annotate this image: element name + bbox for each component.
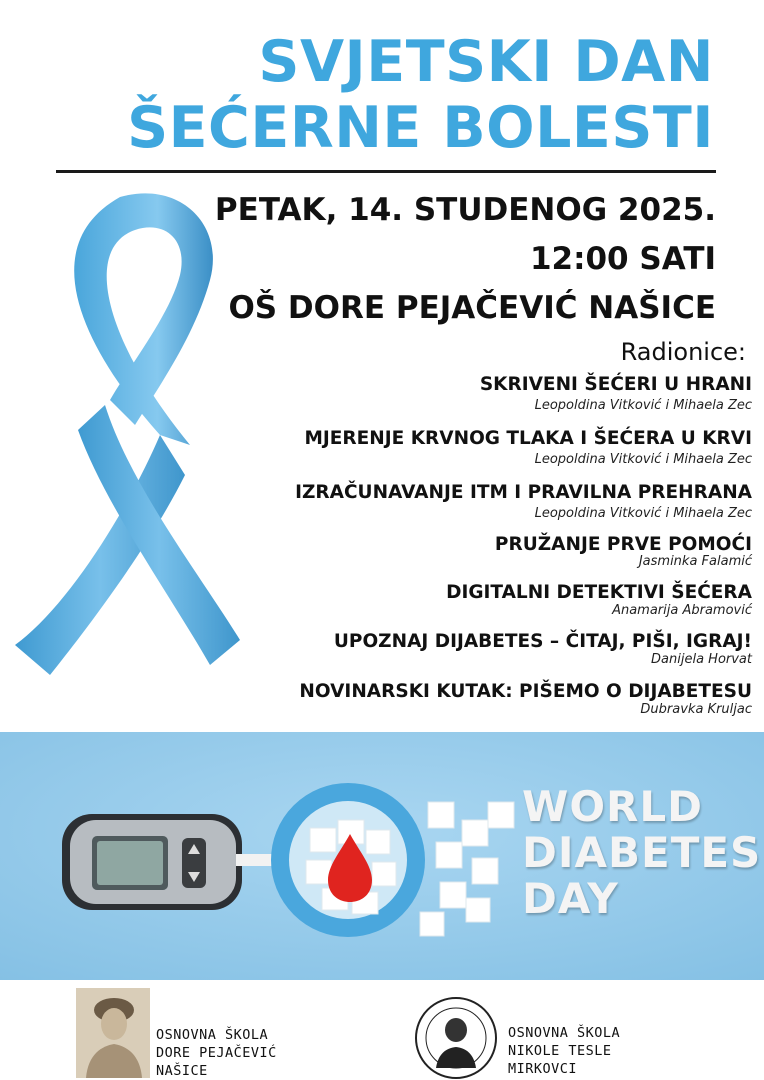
workshop-leaders: Leopoldina Vitković i Mihaela Zec [534, 452, 752, 467]
workshop-leaders: Danijela Horvat [651, 652, 752, 667]
workshops-heading: Radionice: [620, 338, 746, 366]
workshop-title: MJERENJE KRVNOG TLAKA I ŠEĆERA U KRVI [304, 428, 752, 449]
portrait-image [76, 988, 150, 1078]
title-divider [56, 170, 716, 173]
world-diabetes-day-photo [0, 732, 764, 980]
workshop-title: SKRIVENI ŠEĆERI U HRANI [479, 374, 752, 395]
workshop-leaders: Leopoldina Vitković i Mihaela Zec [534, 398, 752, 413]
workshop-title: IZRAČUNAVANJE ITM I PRAVILNA PREHRANA [295, 482, 752, 503]
workshop-leaders: Dubravka Kruljac [640, 702, 752, 717]
workshop-title: NOVINARSKI KUTAK: PIŠEMO O DIJABETESU [299, 681, 752, 702]
workshop-title: PRUŽANJE PRVE POMOĆI [494, 534, 752, 555]
event-date: PETAK, 14. STUDENOG 2025. [214, 192, 716, 228]
awareness-ribbon-icon [10, 185, 250, 680]
workshop-title: DIGITALNI DETEKTIVI ŠEĆERA [446, 582, 752, 603]
school2-name: OSNOVNA ŠKOLA NIKOLE TESLE MIRKOVCI [508, 1025, 621, 1077]
school1-name: OSNOVNA ŠKOLA DORE PEJAČEVIĆ NAŠICE [156, 1027, 277, 1079]
title-line-2: ŠEĆERNE BOLESTI [127, 95, 714, 161]
event-time: 12:00 SATI [529, 241, 716, 277]
world-diabetes-day-text: WORLD DIABETES DAY [522, 782, 762, 923]
event-location: OŠ DORE PEJAČEVIĆ NAŠICE [228, 290, 716, 326]
workshop-leaders: Anamarija Abramović [612, 603, 752, 618]
workshop-leaders: Leopoldina Vitković i Mihaela Zec [534, 506, 752, 521]
workshop-leaders: Jasminka Falamić [638, 554, 752, 569]
title-line-1: SVJETSKI DAN [258, 29, 714, 95]
workshop-title: UPOZNAJ DIJABETES – ČITAJ, PIŠI, IGRAJ! [333, 631, 752, 652]
school-seal-icon [412, 994, 500, 1080]
